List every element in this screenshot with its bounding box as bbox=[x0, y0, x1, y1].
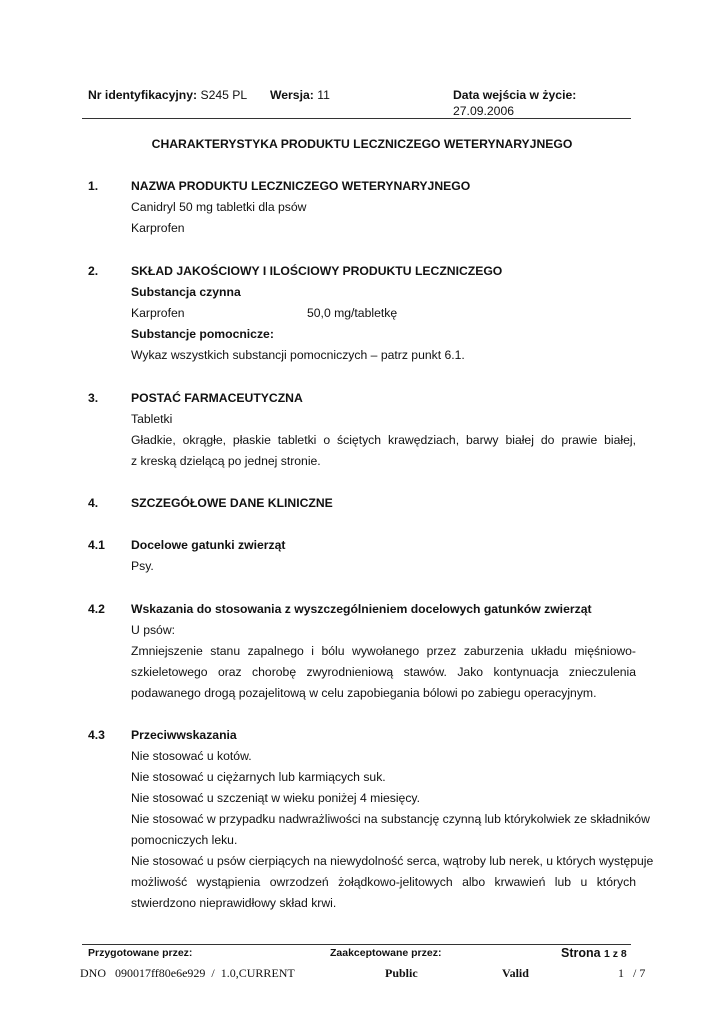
s1-line-2: Karprofen bbox=[131, 221, 185, 235]
s4-title: SZCZEGÓŁOWE DANE KLINICZNE bbox=[131, 496, 333, 510]
s1-line-1: Canidryl 50 mg tabletki dla psów bbox=[131, 200, 307, 214]
s42-line-1: U psów: bbox=[131, 623, 176, 637]
s2-active-amount: 50,0 mg/tabletkę bbox=[307, 306, 398, 320]
s42-line-4: podawanego drogą pozajelitową w celu zapobiegania bólowi po zabiegu operacyjnym. bbox=[131, 686, 597, 700]
id-value: S245 PL bbox=[200, 88, 248, 102]
approved-by-label: Zaakceptowane przez: bbox=[330, 947, 442, 959]
footer-rule bbox=[82, 944, 631, 945]
classification-label: Public bbox=[385, 966, 418, 980]
s42-title: Wskazania do stosowania z wyszczególnieniem docelowych gatunków zwierząt bbox=[131, 602, 592, 616]
version-value: 11 bbox=[317, 88, 330, 102]
s43-line-1: Nie stosować u kotów. bbox=[131, 749, 252, 763]
s2-active-name: Karprofen bbox=[131, 306, 185, 320]
header-rule bbox=[82, 118, 631, 119]
s1-title: NAZWA PRODUKTU LECZNICZEGO WETERYNARYJNEGO bbox=[131, 179, 471, 193]
s2-excipients-text: Wykaz wszystkich substancji pomocniczych – patrz punkt 6.1. bbox=[131, 348, 465, 362]
id-label: Nr identyfikacyjny: bbox=[88, 88, 198, 102]
s43-line-5: pomocniczych leku. bbox=[131, 833, 238, 847]
s3-line-3: z kreską dzielącą po jednej stronie. bbox=[131, 454, 321, 468]
s43-line-6: Nie stosować u psów cierpiących na niewydolność serca, wątroby lub nerek, u których występuje bbox=[131, 854, 654, 868]
s4-number: 4. bbox=[88, 496, 99, 510]
page-text: 1 z 8 bbox=[603, 948, 627, 960]
stamp-page: 1 / 7 bbox=[618, 966, 646, 980]
s42-line-3: szkieletowego oraz chorobę zwyrodnieniową stawów. Jako kontynuacja znieczulenia bbox=[131, 665, 636, 679]
s3-number: 3. bbox=[88, 391, 99, 405]
s2-title: SKŁAD JAKOŚCIOWY I ILOŚCIOWY PRODUKTU LECZNICZEGO bbox=[131, 264, 503, 278]
s43-line-7: możliwość wystąpienia owrzodzeń żołądkowo-jelitowych albo krwawień lub u których bbox=[131, 875, 636, 889]
page-label: Strona bbox=[561, 946, 601, 960]
s43-title: Przeciwwskazania bbox=[131, 728, 237, 742]
s2-number: 2. bbox=[88, 264, 99, 278]
s43-line-4: Nie stosować w przypadku nadwrażliwości na substancję czynną lub którykolwiek ze składników bbox=[131, 812, 650, 826]
s43-line-2: Nie stosować u ciężarnych lub karmiących suk. bbox=[131, 770, 386, 784]
s2-active-heading: Substancja czynna bbox=[131, 285, 241, 299]
s41-text: Psy. bbox=[131, 559, 154, 573]
s41-title: Docelowe gatunki zwierząt bbox=[131, 538, 286, 552]
s3-title: POSTAĆ FARMACEUTYCZNA bbox=[131, 391, 303, 405]
s3-line-1: Tabletki bbox=[131, 412, 173, 426]
date-label: Data wejścia w życie: bbox=[453, 88, 577, 102]
prepared-by-label: Przygotowane przez: bbox=[88, 947, 193, 959]
page-indicator bbox=[561, 946, 627, 960]
s42-number: 4.2 bbox=[88, 602, 105, 616]
doc-reference: DNO 090017ff80e6e929 / 1.0,CURRENT bbox=[80, 966, 295, 980]
doc-title: CHARAKTERYSTYKA PRODUKTU LECZNICZEGO WETERYNARYJNEGO bbox=[151, 137, 573, 151]
s42-line-2: Zmniejszenie stanu zapalnego i bólu wywołanego przez zaburzenia układu mięśniowo- bbox=[131, 644, 636, 658]
s1-number: 1. bbox=[88, 179, 99, 193]
s2-excipients-heading: Substancje pomocnicze: bbox=[131, 327, 274, 341]
s3-line-2: Gładkie, okrągłe, płaskie tabletki o ściętych krawędziach, barwy białej do prawie białej, bbox=[131, 433, 636, 447]
s43-line-8: stwierdzono nieprawidłowy skład krwi. bbox=[131, 896, 337, 910]
status-label: Valid bbox=[502, 966, 529, 980]
s43-line-3: Nie stosować u szczeniąt w wieku poniżej 4 miesięcy. bbox=[131, 791, 421, 805]
date-value: 27.09.2006 bbox=[453, 104, 514, 118]
header-version bbox=[270, 88, 330, 102]
version-label: Wersja: bbox=[270, 88, 314, 102]
header-id bbox=[88, 88, 247, 102]
s43-number: 4.3 bbox=[88, 728, 105, 742]
s41-number: 4.1 bbox=[88, 538, 105, 552]
